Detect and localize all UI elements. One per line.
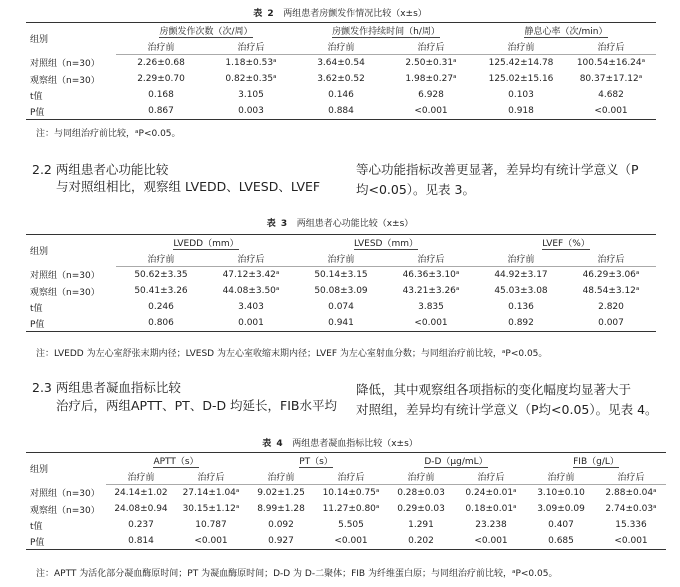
table2-group-header: 组别 (26, 23, 116, 55)
table-cell: 2.74±0.03ᵃ (605, 504, 657, 514)
table-cell: 3.62±0.52 (317, 74, 365, 84)
table-cell: <0.001 (386, 103, 476, 120)
table-cell: 2.820 (598, 302, 624, 312)
section-2-2-right-line2: 均<0.05）。见表 3。 (356, 182, 475, 197)
table-cell: 0.237 (128, 520, 154, 530)
table3-subheader: 治疗后 (566, 250, 656, 267)
table4-caption (0, 436, 680, 449)
table-cell: 125.42±14.78 (488, 58, 554, 68)
table-cell: 4.682 (598, 90, 624, 100)
table2-colgroup: 静息心率（次/min） (524, 27, 608, 37)
section-2-3-left-text: 治疗后，两组APTT、PT、D-D 均延长，FIB水平均 (56, 398, 338, 413)
section-2-3-right-line2: 对照组，差异均有统计学意义（P均<0.05）。见表 4。 (356, 402, 658, 417)
section-2-3-heading: 2.3 两组患者凝血指标比较 (32, 380, 181, 395)
table-cell: 0.24±0.01ᵃ (465, 488, 517, 498)
table-cell: 0.941 (296, 315, 386, 332)
table2-note: 注：与同组治疗前比较，ᵃP<0.05。 (36, 129, 181, 139)
table-cell: 11.27±0.80ᵃ (322, 504, 380, 514)
table4-subheader: 治疗前 (106, 468, 176, 485)
table2-subheader: 治疗后 (206, 38, 296, 55)
table-cell: 125.02±15.16 (488, 74, 554, 84)
section-2-3-right-line1: 降低，其中观察组各项指标的变化幅度均显著大于 (356, 382, 632, 397)
table-cell: 0.892 (476, 315, 566, 332)
table4-subheader: 治疗后 (316, 468, 386, 485)
table-cell: 43.21±3.26ᵃ (402, 286, 460, 296)
table3-colgroup: LVEDD（mm） (173, 239, 239, 249)
table-cell: 0.18±0.01ᵃ (465, 504, 517, 514)
table-row (26, 87, 656, 103)
table4-caption-number: 表 4 (262, 439, 284, 449)
table-cell: <0.001 (456, 533, 526, 550)
table3-note: 注：LVEDD 为左心室舒张末期内径；LVESD 为左心室收缩末期内径；LVEF 为左心室射血分数；与同组治疗前比较，ᵃP<0.05。 (36, 349, 548, 359)
table2-caption-number: 表 2 (253, 9, 275, 19)
table-cell: 0.806 (116, 315, 206, 332)
section-2-2-right-line1: 等心功能指标改善更显著，差异均有统计学意义（P (356, 162, 639, 177)
table-cell: <0.001 (316, 533, 386, 550)
table-cell: 46.36±3.10ᵃ (402, 270, 460, 280)
table4-colgroup: PT（s） (299, 457, 333, 467)
table-cell: 50.08±3.09 (314, 286, 368, 296)
table-row (26, 533, 666, 550)
table3-subheader: 治疗前 (476, 250, 566, 267)
table-row (26, 55, 656, 72)
table4-caption-text: 两组患者凝血指标比较（x±s） (292, 439, 418, 449)
table4-subheader: 治疗前 (526, 468, 596, 485)
table-row (26, 315, 656, 332)
table-cell: 23.238 (475, 520, 507, 530)
table4-group-header: 组别 (26, 453, 106, 485)
table-cell: 0.001 (206, 315, 296, 332)
table-cell: 0.003 (206, 103, 296, 120)
table-cell: 0.82±0.35ᵃ (225, 74, 277, 84)
table-row (26, 103, 656, 120)
table-cell: 0.246 (148, 302, 174, 312)
table2-subheader: 治疗后 (566, 38, 656, 55)
table-cell: <0.001 (596, 533, 666, 550)
table2-subheader: 治疗后 (386, 38, 476, 55)
row-label: 观察组（n=30） (30, 287, 100, 298)
section-2-2-left-text: 与对照组相比，观察组 LVEDD、LVESD、LVEF (56, 179, 321, 194)
table-cell: 50.62±3.35 (134, 270, 188, 280)
table-cell: 24.14±1.02 (114, 488, 168, 498)
table-cell: 2.50±0.31ᵃ (405, 58, 457, 68)
table-cell: 8.99±1.28 (257, 504, 305, 514)
table2 (26, 22, 656, 120)
table-cell: 50.41±3.26 (134, 286, 188, 296)
table-cell: 30.15±1.12ᵃ (182, 504, 240, 514)
table-cell: 5.505 (338, 520, 364, 530)
table4-colgroup: APTT（s） (153, 457, 199, 467)
row-label: t值 (30, 521, 43, 532)
row-label: 对照组（n=30） (30, 271, 100, 282)
table-cell: 0.685 (526, 533, 596, 550)
row-label: 对照组（n=30） (30, 59, 100, 70)
table4-subheader: 治疗前 (246, 468, 316, 485)
row-label: P值 (26, 533, 106, 550)
table4-colgroup: D-D（μg/mL） (424, 457, 488, 467)
table4-colgroup: FIB（g/L） (573, 457, 619, 467)
table-row (26, 501, 666, 517)
table3-caption (0, 216, 680, 229)
table4-subheader: 治疗后 (596, 468, 666, 485)
table-cell: 1.18±0.53ᵃ (225, 58, 277, 68)
table-cell: 0.202 (386, 533, 456, 550)
table-cell: 45.03±3.08 (494, 286, 548, 296)
table-cell: 100.54±16.24ᵃ (576, 58, 646, 68)
table-cell: 0.146 (328, 90, 354, 100)
table-cell: 0.092 (268, 520, 294, 530)
table3-caption-text: 两组患者心功能比较（x±s） (296, 219, 414, 229)
table-cell: 2.88±0.04ᵃ (605, 488, 657, 498)
table-row (26, 71, 656, 87)
row-label: 观察组（n=30） (30, 505, 100, 516)
table3-subheader: 治疗前 (116, 250, 206, 267)
table-cell: 0.168 (148, 90, 174, 100)
table-cell: 1.291 (408, 520, 434, 530)
row-label: t值 (30, 303, 43, 314)
table-cell: 44.08±3.50ᵃ (222, 286, 280, 296)
table2-caption-text: 两组患者房颤发作情况比较（x±s） (283, 9, 427, 19)
table4-subheader: 治疗后 (456, 468, 526, 485)
row-label: t值 (30, 91, 43, 102)
table3-subheader: 治疗后 (206, 250, 296, 267)
table-cell: 3.09±0.09 (537, 504, 585, 514)
table-cell: 47.12±3.42ᵃ (222, 270, 280, 280)
table-cell: 2.29±0.70 (137, 74, 185, 84)
table-cell: 0.007 (566, 315, 656, 332)
table-cell: 10.787 (195, 520, 227, 530)
table-cell: 44.92±3.17 (494, 270, 548, 280)
table-cell: 1.98±0.27ᵃ (405, 74, 457, 84)
table2-colgroup: 房颤发作持续时间（h/周） (332, 27, 440, 37)
table-cell: 0.074 (328, 302, 354, 312)
table3 (26, 234, 656, 332)
table-cell: 50.14±3.15 (314, 270, 368, 280)
table3-subheader: 治疗后 (386, 250, 476, 267)
table-row (26, 267, 656, 284)
table2-subheader: 治疗前 (476, 38, 566, 55)
table-cell: 46.29±3.06ᵃ (582, 270, 640, 280)
table-cell: 9.02±1.25 (257, 488, 305, 498)
table-cell: 3.835 (418, 302, 444, 312)
table-row (26, 299, 656, 315)
table-cell: 3.10±0.10 (537, 488, 585, 498)
table-cell: 10.14±0.75ᵃ (322, 488, 380, 498)
table4-subheader: 治疗后 (176, 468, 246, 485)
table3-colgroup: LVEF（%） (542, 239, 590, 249)
table-cell: 0.927 (246, 533, 316, 550)
table-cell: 0.918 (476, 103, 566, 120)
table2-caption (0, 6, 680, 19)
table-cell: 0.136 (508, 302, 534, 312)
table-cell: 15.336 (615, 520, 647, 530)
table3-subheader: 治疗前 (296, 250, 386, 267)
table2-subheader: 治疗前 (116, 38, 206, 55)
row-label: 对照组（n=30） (30, 489, 100, 500)
table-cell: 0.407 (548, 520, 574, 530)
table-cell: <0.001 (566, 103, 656, 120)
table-cell: 2.26±0.68 (137, 58, 185, 68)
table-cell: 3.403 (238, 302, 264, 312)
table-cell: 27.14±1.04ᵃ (182, 488, 240, 498)
table4-note: 注：APTT 为活化部分凝血酶原时间；PT 为凝血酶原时间；D-D 为 D-二聚体；FIB 为纤维蛋白原；与同组治疗前比较，ᵃP<0.05。 (36, 569, 558, 579)
row-label: P值 (26, 315, 116, 332)
table-cell: 0.867 (116, 103, 206, 120)
table4-subheader: 治疗前 (386, 468, 456, 485)
table-cell: 0.814 (106, 533, 176, 550)
table-cell: 6.928 (418, 90, 444, 100)
table2-colgroup: 房颤发作次数（次/周） (159, 27, 253, 37)
row-label: 观察组（n=30） (30, 75, 100, 86)
table3-caption-number: 表 3 (266, 219, 289, 229)
table-cell: 24.08±0.94 (114, 504, 168, 514)
table-cell: <0.001 (176, 533, 246, 550)
table-cell: 0.884 (296, 103, 386, 120)
table-row (26, 485, 666, 502)
table-cell: 48.54±3.12ᵃ (582, 286, 640, 296)
table2-subheader: 治疗前 (296, 38, 386, 55)
table-cell: 3.64±0.54 (317, 58, 365, 68)
table3-colgroup: LVESD（mm） (353, 239, 419, 249)
table-cell: <0.001 (386, 315, 476, 332)
table-cell: 80.37±17.12ᵃ (579, 74, 643, 84)
table-cell: 3.105 (238, 90, 264, 100)
table3-group-header: 组别 (26, 235, 116, 267)
section-2-2-heading: 2.2 两组患者心功能比较 (32, 162, 169, 177)
table-cell: 0.28±0.03 (397, 488, 445, 498)
table-row (26, 517, 666, 533)
table-cell: 0.103 (508, 90, 534, 100)
table4 (26, 452, 666, 550)
table-row (26, 283, 656, 299)
row-label: P值 (26, 103, 116, 120)
table-cell: 0.29±0.03 (397, 504, 445, 514)
